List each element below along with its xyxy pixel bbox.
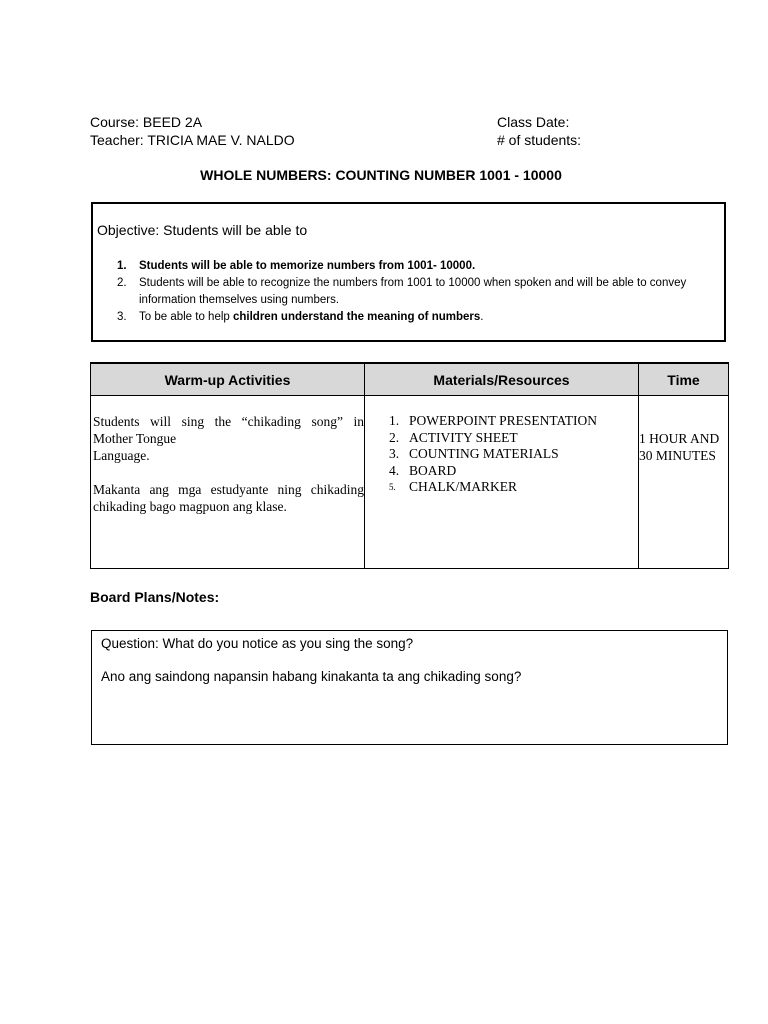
material-label: ACTIVITY SHEET [409,429,518,445]
list-number: 1. [389,413,400,428]
class-date-label: Class Date: [497,114,570,130]
list-number: 3. [389,446,400,461]
teacher-label: Teacher: TRICIA MAE V. NALDO [90,132,295,148]
objective-number: 1. [117,260,127,272]
list-item [389,463,638,480]
objective-item [117,258,707,275]
warmup-english-cont: Language. [93,448,150,463]
lesson-title: WHOLE NUMBERS: COUNTING NUMBER 1001 - 10000 [200,167,562,183]
objective-text: Students will be able to recognize the numbers from 1001 to 10000 when spoken and will be able to convey information themselves using numbers. [139,277,687,306]
objective-item [117,309,707,326]
board-question-local: Ano ang saindong napansin habang kinakanta ta ang chikading song? [101,669,522,684]
course-label: Course: BEED 2A [90,114,203,130]
list-item [389,430,638,447]
objective-list [117,258,707,326]
board-question: Question: What do you notice as you sing the song? [101,636,414,651]
list-number: 2. [389,429,400,445]
objective-item [117,275,707,309]
num-students-label: # of students: [497,132,582,148]
objective-box [91,202,726,342]
time-line: 30 MINUTES [639,448,716,463]
list-item [389,446,638,463]
objective-heading: Objective: Students will be able to [97,222,308,238]
materials-list [389,413,638,496]
list-item [389,479,638,496]
material-label: POWERPOINT PRESENTATION [409,413,598,428]
objective-number: 3. [117,311,127,323]
warmup-header: Warm-up Activities [91,363,365,396]
material-label: BOARD [409,462,457,478]
material-label: COUNTING MATERIALS [409,446,559,461]
objective-text: To be able to help [139,311,233,323]
materials-cell [365,396,639,569]
objective-number: 2. [117,277,127,289]
lesson-plan-table [90,362,729,569]
board-notes-box [91,630,728,745]
warmup-english: Students will sing the “chikading song” in Mother Tongue [93,414,364,446]
warmup-cell [91,396,365,569]
list-number: 5. [389,482,396,492]
objective-text-bold: children understand the meaning of numbers [233,311,481,323]
board-plans-label: Board Plans/Notes: [90,589,220,605]
time-cell [639,396,729,569]
time-header: Time [639,363,729,396]
materials-header: Materials/Resources [365,363,639,396]
table-header-row [91,363,729,396]
warmup-local: Makanta ang mga estudyante ning chikading chikading bago magpuon ang klase. [93,482,364,514]
objective-text: Students will be able to memorize numbers from 1001- 10000. [139,260,476,272]
objective-text-tail: . [480,311,484,323]
list-number: 4. [389,462,400,478]
table-row [91,396,729,569]
time-line: 1 HOUR AND [639,431,720,446]
material-label: CHALK/MARKER [409,479,518,494]
list-item [389,413,638,430]
